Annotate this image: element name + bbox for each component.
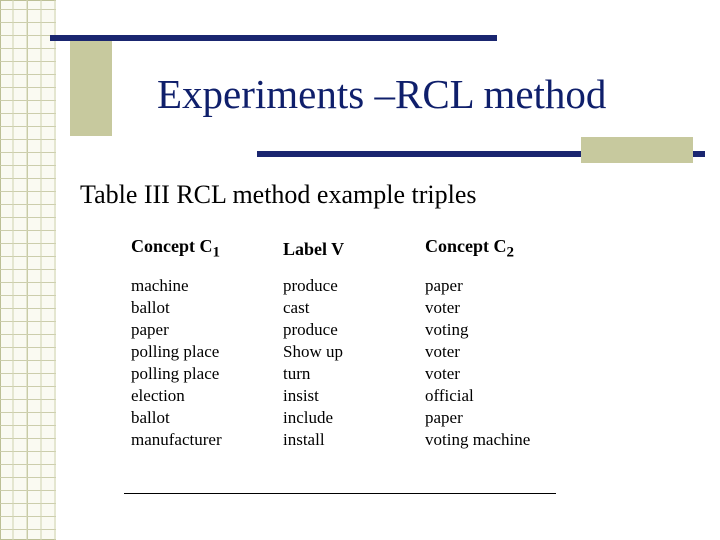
cell-concept-c2: voter (425, 363, 460, 383)
cell-concept-c2: paper (425, 275, 463, 295)
cell-concept-c1: manufacturer (131, 429, 222, 449)
table-bottom-rule (124, 493, 556, 494)
table-row (123, 297, 575, 319)
header-concept-c2-text: Concept C (425, 236, 507, 256)
table-row (123, 319, 575, 341)
cell-concept-c1: ballot (131, 407, 170, 427)
header-concept-c1 (123, 234, 283, 275)
table-row (123, 363, 575, 385)
accent-line-top (50, 35, 497, 41)
header-concept-c1-text: Concept C (131, 236, 213, 256)
header-label-v: Label V (283, 239, 345, 260)
table-header-row (123, 234, 575, 275)
cell-label-v: produce (283, 275, 338, 295)
cell-concept-c2: voting (425, 319, 469, 339)
cell-concept-c1: election (131, 385, 185, 405)
cell-concept-c1: polling place (131, 341, 220, 361)
decorative-left-strip (0, 0, 56, 540)
cell-concept-c2: voting machine (425, 429, 531, 449)
table-row (123, 407, 575, 429)
cell-label-v: produce (283, 319, 338, 339)
cell-label-v: Show up (283, 341, 343, 361)
cell-concept-c1: polling place (131, 363, 220, 383)
slide-title: Experiments –RCL method (157, 71, 607, 117)
cell-concept-c1: ballot (131, 297, 170, 317)
cell-concept-c2: voter (425, 297, 460, 317)
header-concept-c2 (425, 234, 575, 275)
cell-concept-c2: official (425, 385, 474, 405)
header-concept-c1-subscript: 1 (212, 244, 220, 261)
header-concept-c2-subscript: 2 (506, 244, 514, 261)
accent-block-bottom (581, 137, 693, 163)
cell-label-v: cast (283, 297, 310, 317)
accent-block-top (70, 38, 112, 136)
triples-table (123, 234, 575, 451)
table-row (123, 341, 575, 363)
cell-label-v: turn (283, 363, 311, 383)
cell-concept-c2: paper (425, 407, 463, 427)
cell-label-v: include (283, 407, 334, 427)
table-row (123, 275, 575, 297)
table-row (123, 429, 575, 451)
cell-label-v: insist (283, 385, 319, 405)
table-caption: Table III RCL method example triples (80, 180, 477, 209)
cell-label-v: install (283, 429, 325, 449)
table-row (123, 385, 575, 407)
cell-concept-c1: paper (131, 319, 169, 339)
decorative-columns-pattern (0, 0, 56, 540)
cell-concept-c2: voter (425, 341, 460, 361)
cell-concept-c1: machine (131, 275, 189, 295)
